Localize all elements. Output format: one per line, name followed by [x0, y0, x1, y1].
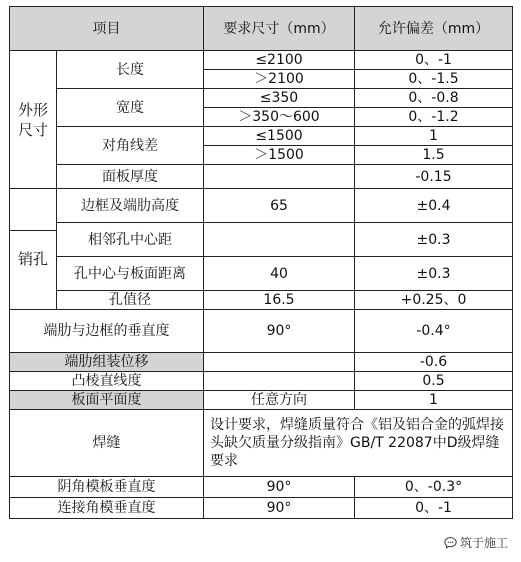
row-label-length: 长度 — [57, 51, 204, 89]
table-row — [10, 257, 513, 291]
row-label-assembly-offset: 端肋组装位移 — [10, 353, 204, 372]
size-cell: 16.5 — [204, 291, 355, 310]
size-cell: ≤1500 — [204, 127, 355, 146]
size-cell: ＞2100 — [204, 70, 355, 89]
size-cell — [204, 372, 355, 391]
size-cell: ＞350～600 — [204, 108, 355, 127]
table-row — [10, 310, 513, 353]
tolerance-cell: ±0.3 — [355, 257, 513, 291]
row-label-adjacent-hole: 相邻孔中心距 — [57, 223, 204, 257]
table-row — [10, 353, 513, 372]
table-row — [10, 127, 513, 146]
tolerance-cell: ±0.4 — [355, 189, 513, 223]
size-cell — [204, 353, 355, 372]
row-label-hole-center-distance: 孔中心与板面距离 — [57, 257, 204, 291]
row-label-diagonal: 对角线差 — [57, 127, 204, 165]
table-row — [10, 51, 513, 70]
table-row — [10, 372, 513, 391]
row-label-frame-height: 边框及端肋高度 — [57, 189, 204, 223]
row-label-weld: 焊缝 — [10, 410, 204, 477]
table-row — [10, 498, 513, 519]
row-label-inner-corner: 阴角模板垂直度 — [10, 477, 204, 498]
table-row — [10, 477, 513, 498]
tolerance-cell: 0、-1 — [355, 51, 513, 70]
weld-requirement-text: 设计要求，焊缝质量符合《铝及铝合金的弧焊接头缺欠质量分级指南》GB/T 22087中D级焊缝要求 — [204, 410, 513, 477]
size-cell: 40 — [204, 257, 355, 291]
table-row — [10, 410, 513, 477]
tolerance-cell: 1 — [355, 391, 513, 410]
header-size: 要求尺寸（mm） — [204, 7, 355, 51]
tolerance-cell: 0、-0.3° — [355, 477, 513, 498]
size-cell: ≤2100 — [204, 51, 355, 70]
size-cell — [204, 223, 355, 257]
size-cell: 90° — [204, 310, 355, 353]
table-row — [10, 291, 513, 310]
size-cell: ＞1500 — [204, 146, 355, 165]
table-row — [10, 89, 513, 108]
tolerance-cell: -0.6 — [355, 353, 513, 372]
row-label-panel-thickness: 面板厚度 — [57, 165, 204, 189]
tolerance-cell: 0、-1 — [355, 498, 513, 519]
group-pin-hole-label: 销孔 — [17, 249, 48, 268]
row-label-corner-mold: 连接角模垂直度 — [10, 498, 204, 519]
table-row — [10, 165, 513, 189]
size-cell: ≤350 — [204, 89, 355, 108]
header-row — [10, 7, 513, 51]
watermark-text: 筑于施工 — [459, 536, 508, 550]
tolerance-cell: -0.15 — [355, 165, 513, 189]
tolerance-cell: 0.5 — [355, 372, 513, 391]
header-item: 项目 — [10, 7, 204, 51]
tolerance-cell: 0、-0.8 — [355, 89, 513, 108]
tolerance-cell: -0.4° — [355, 310, 513, 353]
size-cell: 90° — [204, 498, 355, 519]
watermark — [441, 533, 511, 552]
table-row — [10, 391, 513, 410]
size-cell: 65 — [204, 189, 355, 223]
tolerance-cell: 1 — [355, 127, 513, 146]
spec-table — [9, 6, 513, 519]
row-label-perpendicularity: 端肋与边框的垂直度 — [10, 310, 204, 353]
table-row — [10, 223, 513, 257]
row-label-width: 宽度 — [57, 89, 204, 127]
tolerance-cell: ±0.3 — [355, 223, 513, 257]
tolerance-cell: +0.25、0 — [355, 291, 513, 310]
header-tolerance: 允许偏差（mm） — [355, 7, 513, 51]
tolerance-cell: 1.5 — [355, 146, 513, 165]
row-label-flatness: 板面平面度 — [10, 391, 204, 410]
table-row — [10, 189, 513, 223]
chat-bubble-icon — [444, 536, 457, 549]
size-cell: 90° — [204, 477, 355, 498]
tolerance-cell: 0、-1.2 — [355, 108, 513, 127]
tolerance-cell: 0、-1.5 — [355, 70, 513, 89]
row-label-hole-diameter: 孔值径 — [57, 291, 204, 310]
row-label-straightness: 凸棱直线度 — [10, 372, 204, 391]
group-pin-hole — [10, 189, 57, 310]
size-cell: 任意方向 — [204, 391, 355, 410]
group-outer-dimensions: 外形尺寸 — [10, 51, 57, 189]
size-cell — [204, 165, 355, 189]
